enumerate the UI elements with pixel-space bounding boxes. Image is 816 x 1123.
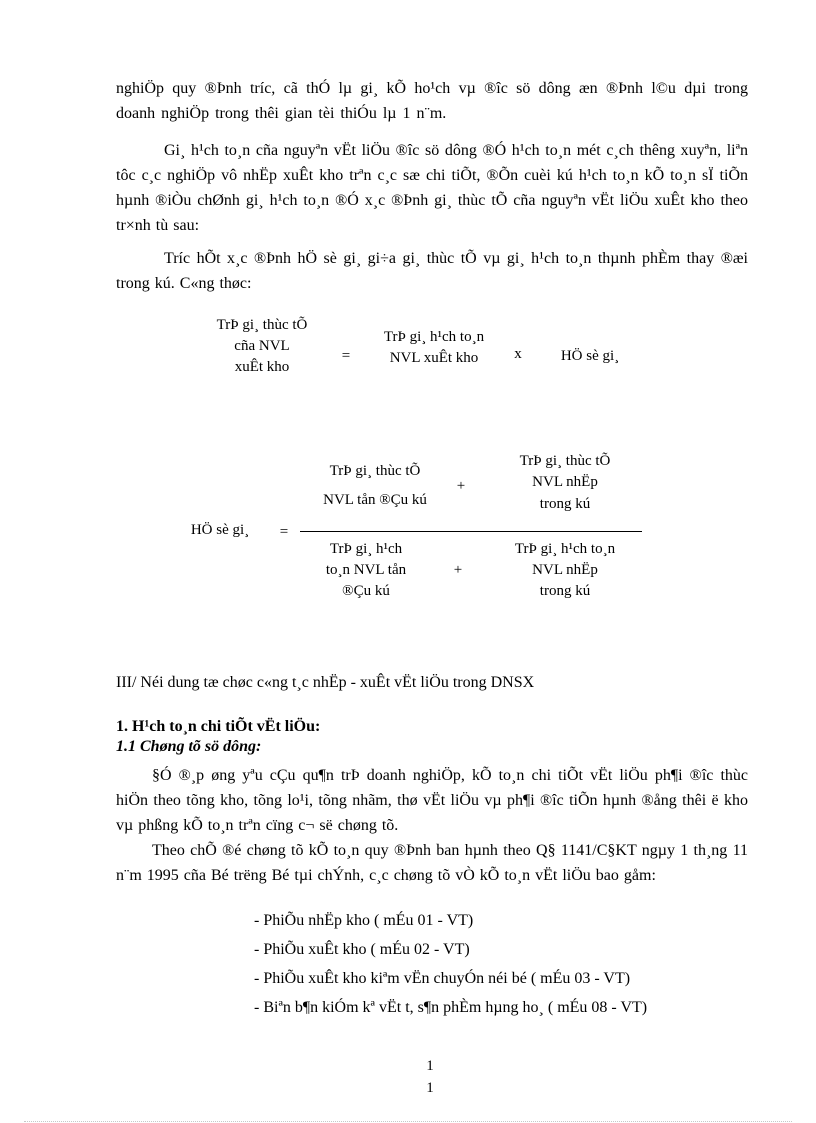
formula2-lhs: HÖ sè gi¸ — [190, 522, 250, 538]
formula2-num-b-line3: trong kú — [539, 496, 591, 512]
formula2-num-plus: + — [456, 478, 466, 494]
formula2-den-a-line1: TrÞ gi¸ h¹ch — [329, 541, 403, 557]
list-item: - PhiÕu nhËp kho ( mÉu 01 - VT) — [254, 912, 474, 929]
page-bottom-border — [24, 1121, 792, 1122]
formula2-den-a-line2: to¸n NVL tån — [325, 562, 407, 578]
formula2-den-a-line3: ®Çu kú — [342, 583, 390, 599]
formula2-den-b-line2: NVL nhËp — [532, 562, 598, 578]
formula1-rhs: HÖ sè gi¸ — [560, 348, 620, 364]
formula2-num-b-line1: TrÞ gi¸ thùc tÕ — [519, 453, 611, 469]
paragraph-regulation: Theo chÕ ®é chøng tõ kÕ to¸n quy ®Þnh ban hµnh theo Q§ 1141/C§KT ngµy 1 th¸ng 11 n¨m 1995 cña Bé trëng Bé tµi chÝnh, c¸c chøng tõ vÒ kÕ to¸n vËt liÖu bao gåm: — [116, 842, 748, 884]
heading-detail-accounting: 1. H¹ch to¸n chi tiÕt vËt liÖu: — [116, 718, 321, 735]
formula1-times: x — [514, 346, 522, 362]
formula2-den-b-line3: trong kú — [539, 583, 591, 599]
heading-documents-used: 1.1 Chøng tõ sö dông: — [116, 738, 262, 755]
list-item: - PhiÕu xuÊt kho ( mÉu 02 - VT) — [254, 941, 470, 958]
formula1-term-line2: NVL xuÊt kho — [389, 350, 479, 366]
formula2-fraction-bar — [300, 531, 642, 532]
paragraph-accounting-price: Gi¸ h¹ch to¸n cña nguyªn vËt liÖu ®îc sö dông ®Ó h¹ch to¸n mét c¸ch thêng xuyªn, liªn tôc c¸c nghiÖp vô nhËp xuÊt kho trªn c¸c sæ chi tiÕt, ®Õn cuèi kú h¹ch to¸n kÕ to¸n sÏ tiÕn hµnh ®iÒu chØnh gi¸ h¹ch to¸n ®Ó x¸c ®Þnh gi¸ thùc tÕ cña nguyªn vËt liÖu xuÊt kho theo tr×nh tù sau: — [116, 142, 748, 234]
formula1-term-line1: TrÞ gi¸ h¹ch to¸n — [383, 329, 485, 345]
formula1-lhs-line2: cña NVL — [234, 338, 290, 354]
formula2-num-a-line2: NVL tån ®Çu kú — [323, 492, 427, 508]
formula2-equals: = — [279, 524, 289, 540]
formula2-den-b-line1: TrÞ gi¸ h¹ch to¸n — [514, 541, 616, 557]
list-item: - Biªn b¶n kiÓm kª vËt t, s¶n phÈm hµng ho¸ ( mÉu 08 - VT) — [254, 999, 648, 1016]
formula2-num-a-line1: TrÞ gi¸ thùc tÕ — [329, 463, 421, 479]
paragraph-requirements: §Ó ®¸p øng yªu cÇu qu¶n trÞ doanh nghiÖp, kÕ to¸n chi tiÕt vËt liÖu ph¶i ®îc thùc hiÖn theo tõng kho, tõng lo¹i, tõng nhãm, thø vËt liÖu vµ ph¶i ®îc tiÕn hµnh ®ång thêi ë kho vµ phßng kÕ to¸n trªn cïng c¬ së chøng tõ. — [116, 767, 748, 834]
list-item: - PhiÕu xuÊt kho kiªm vËn chuyÓn néi bé ( mÉu 03 - VT) — [254, 970, 631, 987]
section-title: III/ Néi dung tæ chøc c«ng t¸c nhËp - xuÊt vËt liÖu trong DNSX — [116, 674, 535, 691]
formula2-num-b-line2: NVL nhËp — [532, 474, 598, 490]
formula2-den-plus: + — [453, 562, 463, 578]
formula1-lhs-line3: xuÊt kho — [234, 359, 290, 375]
page-number: 1 — [426, 1058, 434, 1074]
page-number-footer: 1 — [426, 1080, 434, 1096]
formula1-lhs-line1: TrÞ gi¸ thùc tÕ — [216, 317, 308, 333]
paragraph-coefficient: Tríc hÕt x¸c ®Þnh hÖ sè gi¸ gi÷a gi¸ thùc tÕ vµ gi¸ h¹ch to¸n thµnh phÈm thay ®æi trong kú. C«ng thøc: — [116, 250, 748, 292]
paragraph-intro: nghiÖp quy ®Þnh tríc, cã thÓ lµ gi¸ kÕ ho¹ch vµ ®îc sö dông æn ®Þnh l©u dµi trong doanh nghiÖp trong thêi gian tèi thiÓu lµ 1 n¨m. — [116, 80, 748, 122]
formula1-equals: = — [341, 348, 351, 364]
